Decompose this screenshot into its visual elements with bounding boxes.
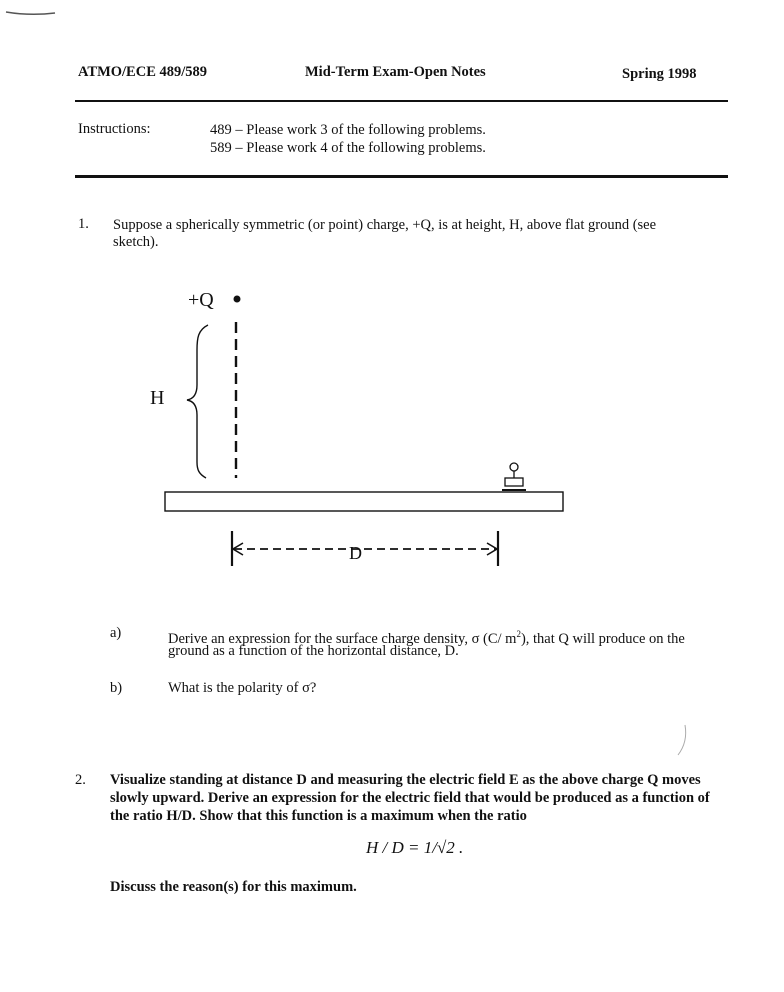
exam-term: Spring 1998 xyxy=(622,66,697,82)
part-a-superscript: 2 xyxy=(516,629,521,639)
part-a-line-2: ground as a function of the horizontal distance, D. xyxy=(168,643,459,659)
problem-2-line-3: the ratio H/D. Show that this function is a maximum when the ratio xyxy=(110,808,527,824)
part-a-line-1-pre: Derive an expression for the surface charge density, σ (C/ m xyxy=(168,630,517,647)
problem-2-line-1: Visualize standing at distance D and measuring the electric field E as the above charge Q moves xyxy=(110,772,701,788)
instructions-line-489: 489 – Please work 3 of the following problems. xyxy=(210,122,486,138)
distance-label: D xyxy=(349,543,362,563)
problem-2-number: 2. xyxy=(75,772,86,788)
problem-1-text-line-2: sketch). xyxy=(113,234,159,250)
instructions-line-589: 589 – Please work 4 of the following problems. xyxy=(210,140,486,156)
problem-1-number: 1. xyxy=(78,216,89,232)
part-a-label: a) xyxy=(110,625,122,641)
problem-1-text-line-1: Suppose a spherically symmetric (or point) charge, +Q, is at height, H, above flat ground (see xyxy=(113,217,657,233)
part-b-label: b) xyxy=(110,680,123,696)
instructions-label: Instructions: xyxy=(78,121,151,137)
part-a-line-1-post: ), that Q will produce on the xyxy=(520,630,685,647)
exam-title: Mid-Term Exam-Open Notes xyxy=(305,64,486,80)
height-label: H xyxy=(150,387,165,409)
problem-2-discuss: Discuss the reason(s) for this maximum. xyxy=(110,879,357,895)
problem-2-equation: H / D = 1/√2 . xyxy=(366,838,464,857)
course-code: ATMO/ECE 489/589 xyxy=(78,64,208,80)
problem-2-line-2: slowly upward. Derive an expression for the electric field that would be produced as a function of xyxy=(110,790,710,806)
charge-label: +Q xyxy=(188,289,214,311)
part-b-text: What is the polarity of σ? xyxy=(168,680,317,696)
